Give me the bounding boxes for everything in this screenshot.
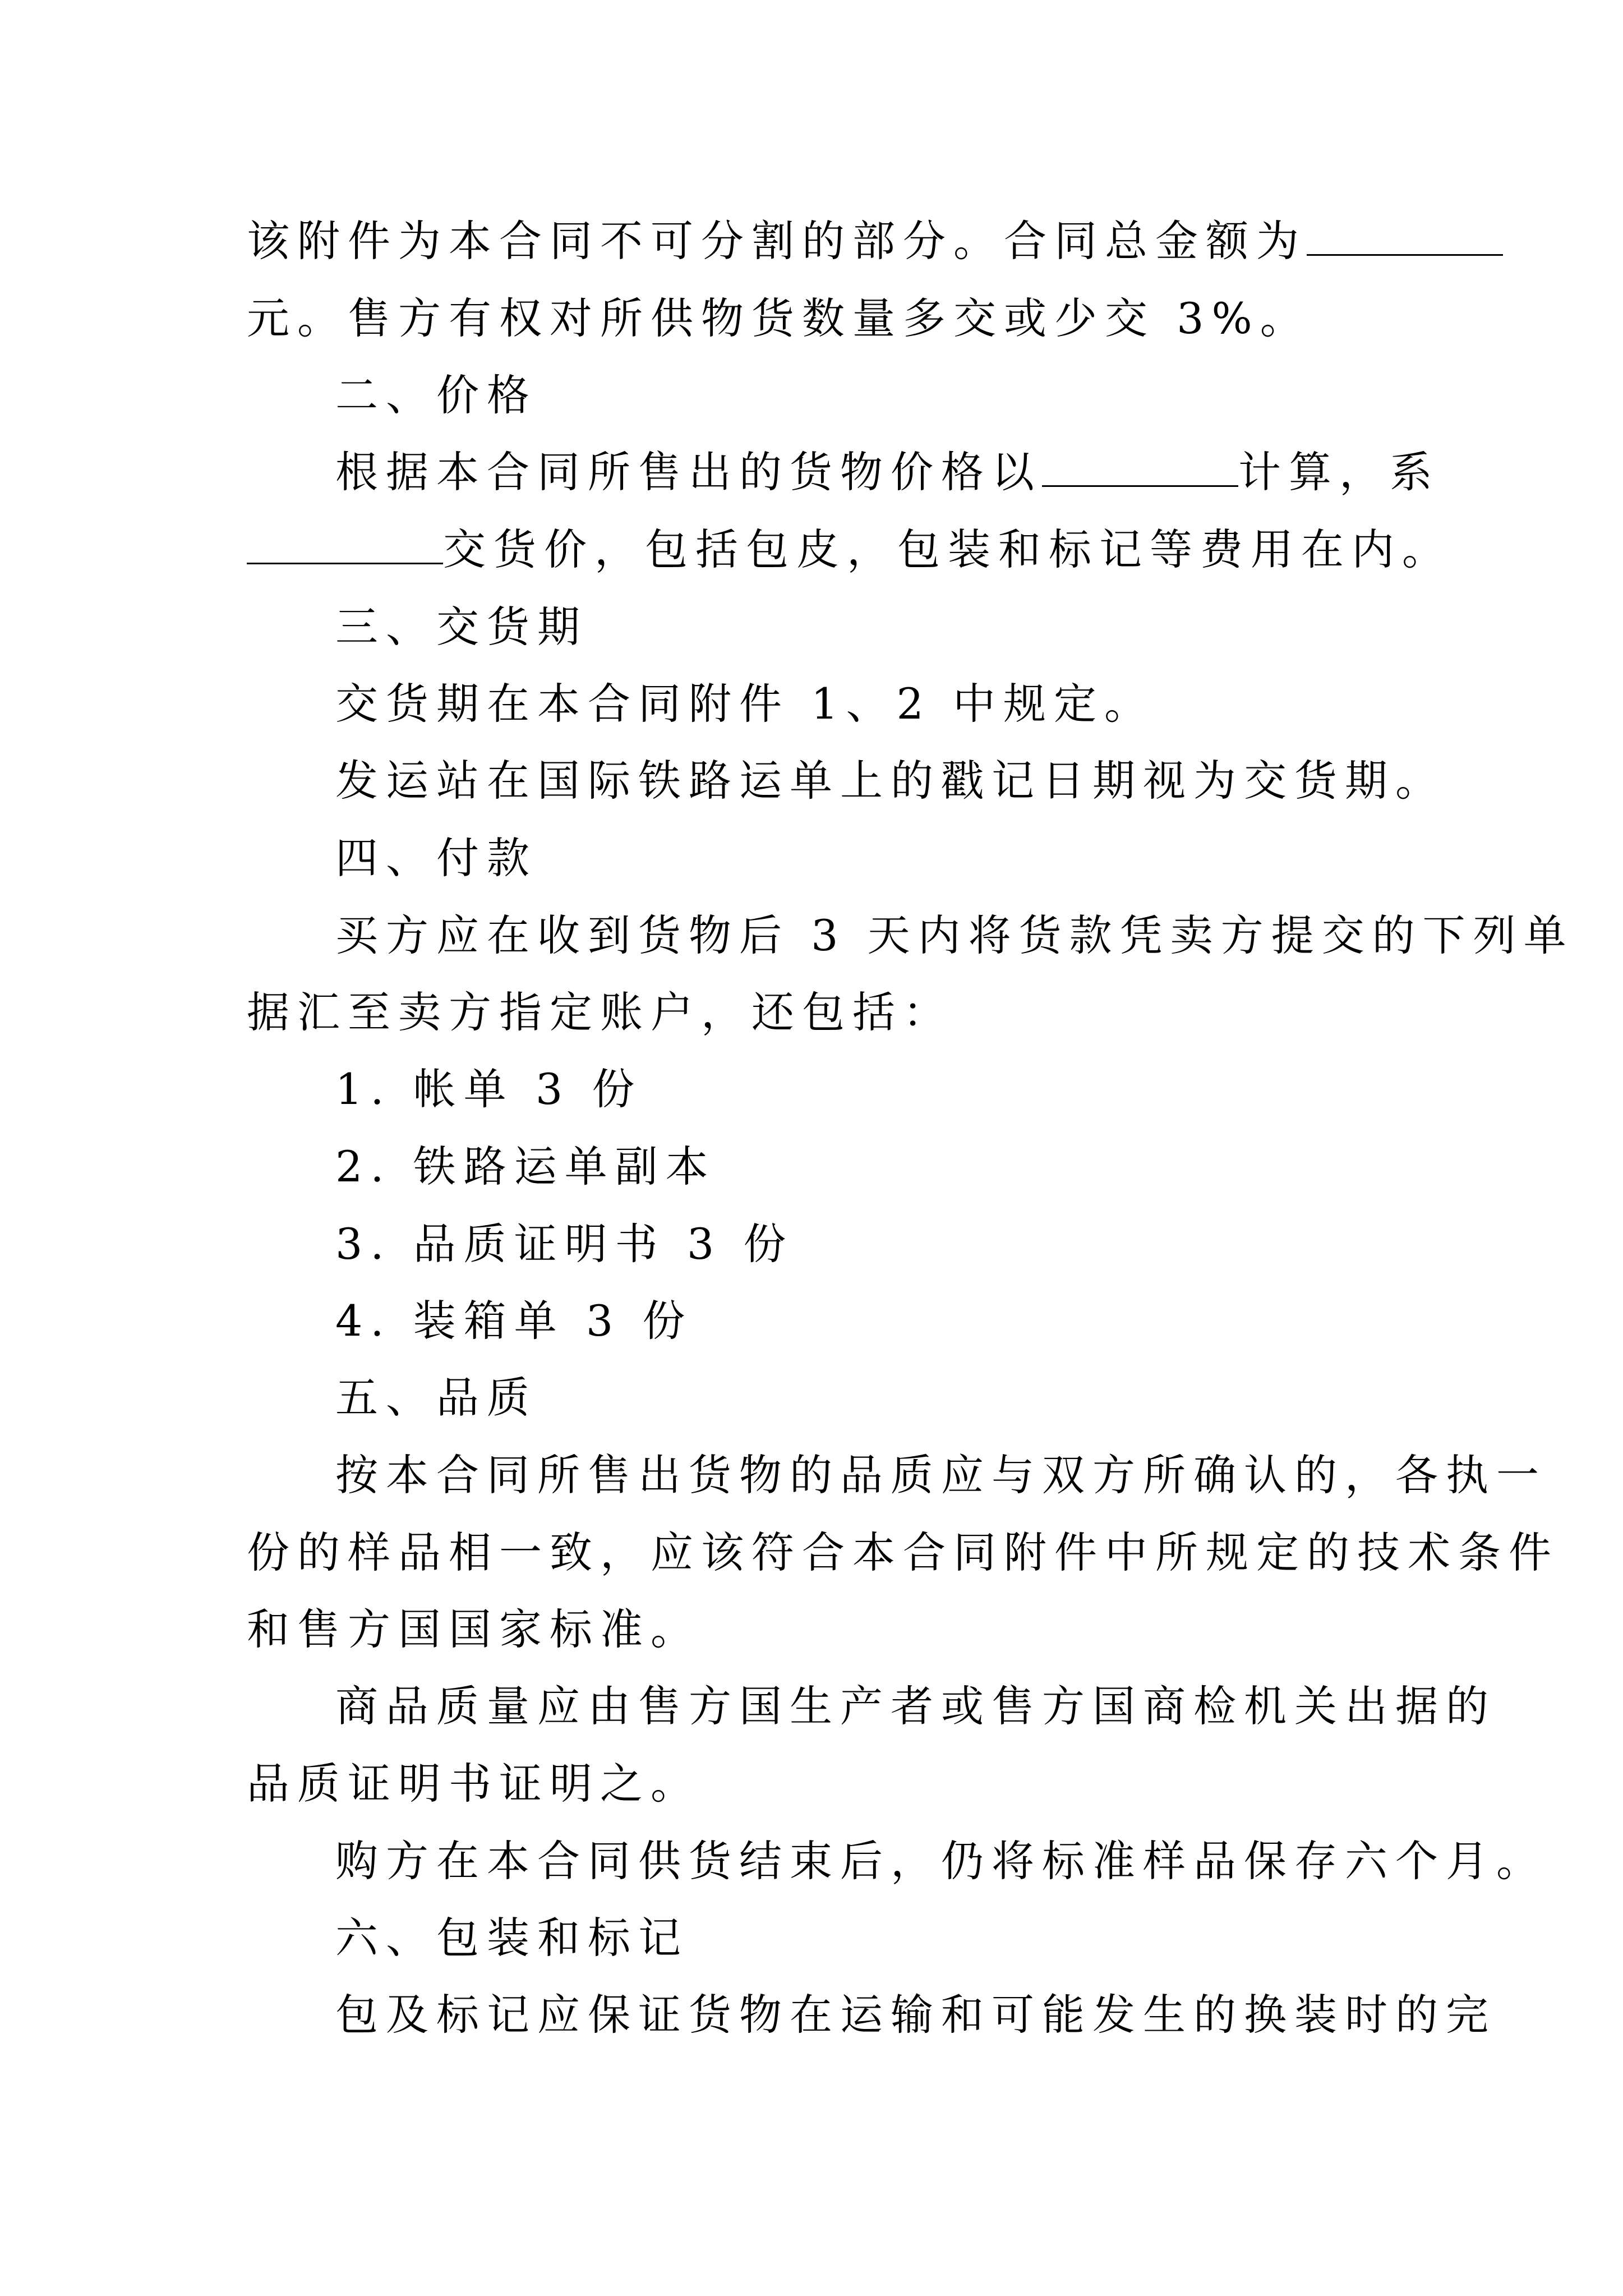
paragraph-line: 按本合同所售出货物的品质应与双方所确认的，各执一 <box>335 1450 1547 1500</box>
delivery-term-blank <box>247 522 443 564</box>
paragraph-line: 和售方国国家标准。 <box>247 1604 701 1654</box>
paragraph-line: 份的样品相一致，应该符合本合同附件中所规定的技术条件 <box>247 1527 1559 1577</box>
total-amount-blank <box>1307 214 1503 256</box>
list-item: 1. 帐单 3 份 <box>335 1064 643 1114</box>
contract-total-text: 该附件为本合同不可分割的部分。合同总金额为 <box>247 216 1307 266</box>
paragraph-line <box>247 522 1453 578</box>
paragraph-line: 元。售方有权对所供物货数量多交或少交 3%。 <box>247 293 1311 343</box>
list-item: 2. 铁路运单副本 <box>335 1142 716 1191</box>
paragraph-line: 商品质量应由售方国生产者或售方国商检机关出据的 <box>335 1681 1496 1731</box>
section-heading-quality: 五、品质 <box>335 1373 537 1423</box>
price-basis-text: 根据本合同所售出的货物价格以 <box>335 447 1042 497</box>
paragraph-line: 买方应在收到货物后 3 天内将货款凭卖方提交的下列单 <box>335 910 1574 960</box>
section-heading-price: 二、价格 <box>335 370 537 420</box>
paragraph-line: 据汇至卖方指定账户，还包括： <box>247 987 953 1037</box>
paragraph-line: 购方在本合同供货结束后，仍将标准样品保存六个月。 <box>335 1836 1547 1886</box>
delivery-price-text: 交货价，包括包皮，包装和标记等费用在内。 <box>443 524 1453 574</box>
list-item: 4. 装箱单 3 份 <box>335 1296 693 1346</box>
list-item: 3. 品质证明书 3 份 <box>335 1219 794 1269</box>
paragraph-line: 包及标记应保证货物在运输和可能发生的换装时的完 <box>335 1990 1496 2040</box>
paragraph-line <box>335 444 1440 500</box>
section-heading-delivery: 三、交货期 <box>335 602 588 652</box>
paragraph-line: 发运站在国际铁路运单上的戳记日期视为交货期。 <box>335 756 1446 806</box>
price-calc-text: 计算，系 <box>1238 447 1440 497</box>
section-heading-payment: 四、付款 <box>335 833 537 883</box>
price-basis-blank <box>1042 445 1238 487</box>
paragraph-line <box>247 213 1503 269</box>
section-heading-packing: 六、包装和标记 <box>335 1913 689 1963</box>
paragraph-line: 品质证明书证明之。 <box>247 1759 701 1809</box>
paragraph-line: 交货期在本合同附件 1、2 中规定。 <box>335 679 1155 729</box>
